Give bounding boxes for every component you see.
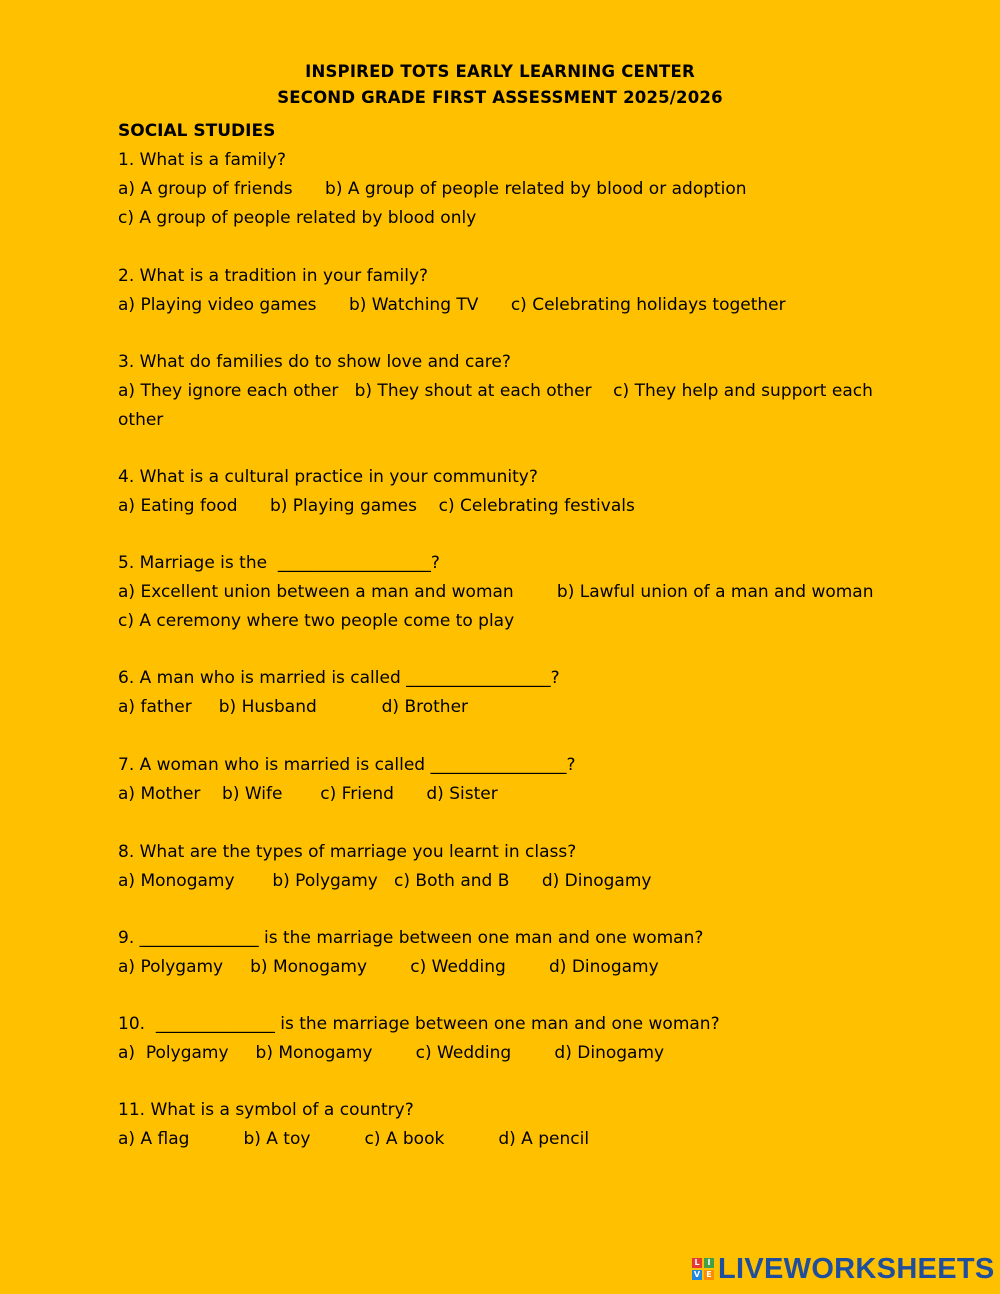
- question-5-options-a: a) Excellent union between a man and woman b) Lawful union of a man and woman: [118, 582, 874, 602]
- question-7: 7. A woman who is married is called ________________?: [118, 755, 576, 775]
- question-5: 5. Marriage is the __________________?: [118, 553, 440, 573]
- question-1-options-c: c) A group of people related by blood only: [118, 208, 477, 228]
- question-8-options: a) Monogamy b) Polygamy c) Both and B d) Dinogamy: [118, 871, 652, 891]
- logo-letter-l: L: [692, 1258, 702, 1268]
- question-10-options: a) Polygamy b) Monogamy c) Wedding d) Dinogamy: [118, 1043, 665, 1063]
- assessment-title: SECOND GRADE FIRST ASSESSMENT 2025/2026: [277, 88, 723, 107]
- question-2: 2. What is a tradition in your family?: [118, 266, 429, 286]
- question-10: 10. ______________ is the marriage between one man and one woman?: [118, 1014, 720, 1034]
- liveworksheets-logo-icon: [692, 1258, 714, 1280]
- liveworksheets-logo[interactable]: [692, 1252, 995, 1286]
- question-3-options-cont: other: [118, 410, 164, 430]
- question-3: 3. What do families do to show love and care?: [118, 352, 511, 372]
- logo-letter-v: V: [693, 1270, 701, 1279]
- question-1-options-a: a) A group of friends b) A group of people related by blood or adoption: [118, 179, 747, 199]
- question-9: 9. ______________ is the marriage between one man and one woman?: [118, 928, 704, 948]
- question-4: 4. What is a cultural practice in your community?: [118, 467, 538, 487]
- logo-letter-e: E: [704, 1270, 714, 1280]
- question-1: 1. What is a family?: [118, 150, 286, 170]
- question-11-options: a) A flag b) A toy c) A book d) A pencil: [118, 1129, 590, 1149]
- question-6-options: a) father b) Husband d) Brother: [118, 697, 469, 717]
- subject-heading: SOCIAL STUDIES: [118, 121, 276, 141]
- question-4-options: a) Eating food b) Playing games c) Celebrating festivals: [118, 496, 635, 516]
- question-5-options-c: c) A ceremony where two people come to play: [118, 611, 515, 631]
- logo-letter-i: I: [704, 1258, 714, 1268]
- question-8: 8. What are the types of marriage you learnt in class?: [118, 842, 577, 862]
- question-2-options: a) Playing video games b) Watching TV c) Celebrating holidays together: [118, 295, 786, 315]
- question-6: 6. A man who is married is called _________________?: [118, 668, 560, 688]
- question-3-options: a) They ignore each other b) They shout at each other c) They help and support each: [118, 381, 873, 401]
- question-7-options: a) Mother b) Wife c) Friend d) Sister: [118, 784, 498, 804]
- school-name: INSPIRED TOTS EARLY LEARNING CENTER: [305, 62, 695, 81]
- question-11: 11. What is a symbol of a country?: [118, 1100, 414, 1120]
- question-9-options: a) Polygamy b) Monogamy c) Wedding d) Dinogamy: [118, 957, 659, 977]
- logo-wordmark: LIVEWORKSHEETS: [718, 1252, 995, 1285]
